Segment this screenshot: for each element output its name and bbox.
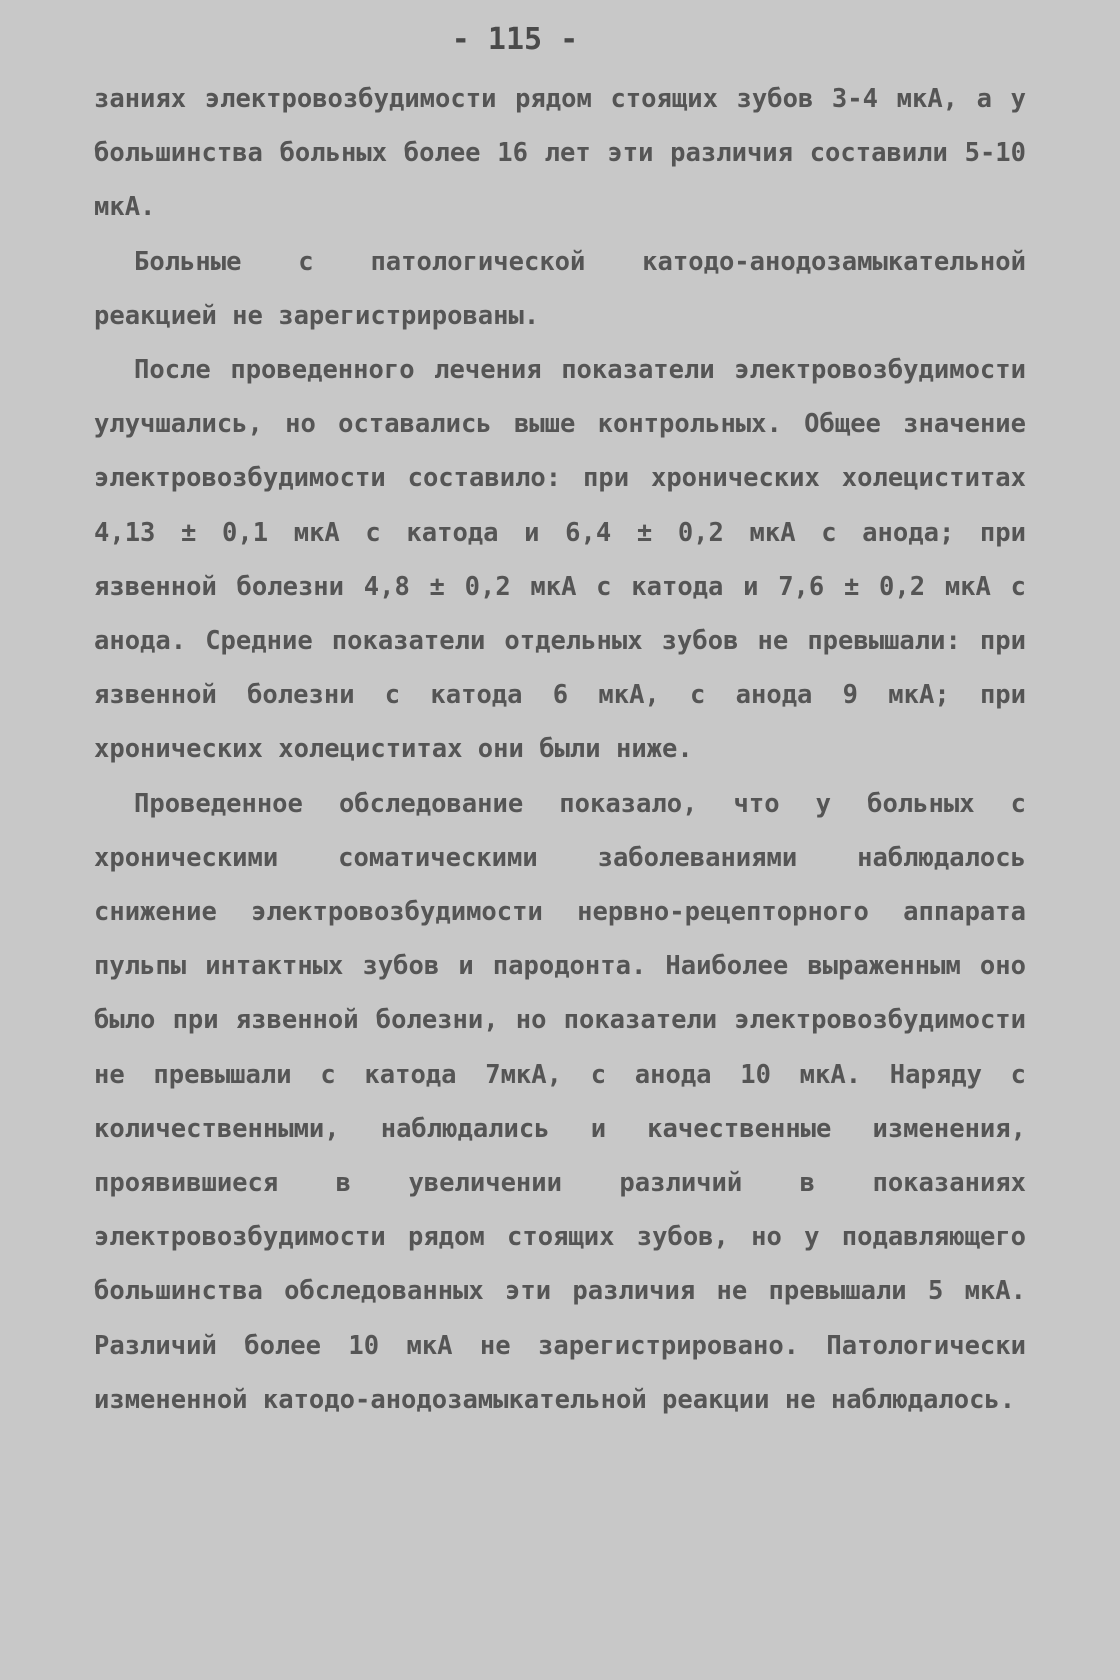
paragraph-1: заниях электровозбудимости рядом стоящих зубов 3-4 мкА, а у большинства больных более 16 лет эти различия составили 5-10 мкА. xyxy=(94,84,1026,223)
body-text xyxy=(94,72,1026,1427)
paragraph-2: Больные с патологической катодо-анодозамыкательной реакцией не зарегистрированы. xyxy=(94,246,1026,331)
page-number: - 115 - xyxy=(451,22,579,57)
paragraph-3: После проведенного лечения показатели электровозбудимости улучшались, но оставались выше контрольных. Общее значение электровозбудимости составило: при хронических холециститах 4,13 ± 0,1 мкА с катода и 6,4 ± 0,2 мкА с анода; при язвенной болезни 4,8 ± 0,2 мкА с катода и 7,6 ± 0,2 мкА с анода. Средние показатели отдельных зубов не превышали: при язвенной болезни с катода 6 мкА, с анода 9 мкА; при хронических холециститах они были ниже. xyxy=(94,355,1026,765)
paragraph-4: Проведенное обследование показало, что у больных с хроническими соматическими заболеваниями наблюдалось снижение электровозбудимости нервно-рецепторного аппарата пульпы интактных зубов и пародонта. Наиболее выраженным оно было при язвенной болезни, но показатели электровозбудимости не превышали с катода 7мкА, с анода 10 мкА. Наряду с количественными, наблюдались и качественные изменения, проявившиеся в увеличении различий в показаниях электровозбудимости рядом стоящих зубов, но у подавляющего большинства обследованных эти различия не превышали 5 мкА. Различий более 10 мкА не зарегистрировано. Патологически измененной катодо-анодозамыкательной реакции не наблюдалось. xyxy=(94,788,1026,1415)
